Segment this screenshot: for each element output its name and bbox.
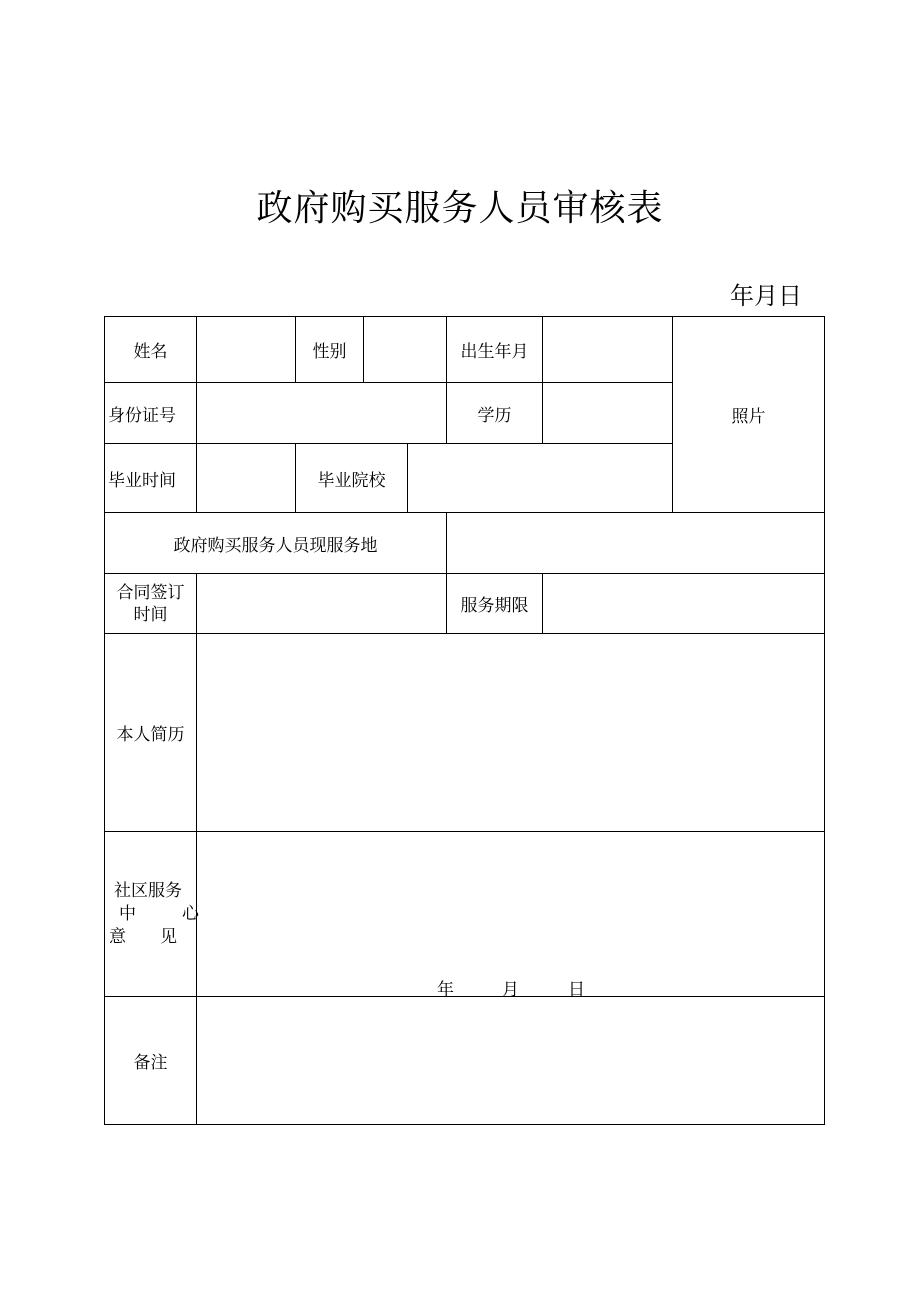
photo-area[interactable]: 照片 [731,407,766,427]
remarks-label: 备注 [133,1053,168,1073]
service-place-input[interactable] [447,513,824,573]
community-label-line3 [109,926,177,949]
gender-input[interactable] [364,317,446,382]
contract-time-label [105,574,196,633]
grad-school-input[interactable] [408,444,672,512]
community-label-line2 [109,903,199,926]
gender-label: 性别 [312,342,347,362]
id-number-label: 身份证号 [108,405,176,426]
community-opinion-input[interactable] [197,832,824,996]
birth-input[interactable] [543,317,672,382]
education-input[interactable] [543,383,672,443]
community-label-jian: 见 [160,926,177,947]
education-label: 学历 [477,405,512,426]
id-number-input[interactable] [197,383,446,443]
name-input[interactable] [197,317,295,382]
grad-time-label: 毕业时间 [108,470,176,491]
resume-label: 本人简历 [116,725,185,745]
name-label: 姓名 [133,342,168,362]
contract-time-label-line2: 时间 [133,604,168,625]
birth-label: 出生年月 [460,342,529,362]
service-term-input[interactable] [543,574,824,633]
community-label-yi: 意 [109,926,126,947]
form-title: 政府购买服务人员审核表 [256,188,664,229]
community-label-xin: 心 [182,903,199,924]
date-label: 年月日 [730,282,802,310]
community-label-line1: 社区服务 [114,880,182,901]
contract-time-input[interactable] [197,574,446,633]
resume-input[interactable] [197,634,824,831]
grad-school-label: 毕业院校 [317,470,386,491]
remarks-input[interactable] [197,997,824,1124]
service-term-label: 服务期限 [460,596,529,616]
community-opinion-label [105,832,199,996]
signature-month: 月 [502,980,519,1000]
grad-time-input[interactable] [197,444,295,512]
community-label-zhong: 中 [119,903,136,924]
service-place-label: 政府购买服务人员现服务地 [173,535,378,556]
signature-year: 年 [437,980,454,1000]
signature-day: 日 [568,980,585,1000]
contract-time-label-line1: 合同签订 [116,582,185,603]
